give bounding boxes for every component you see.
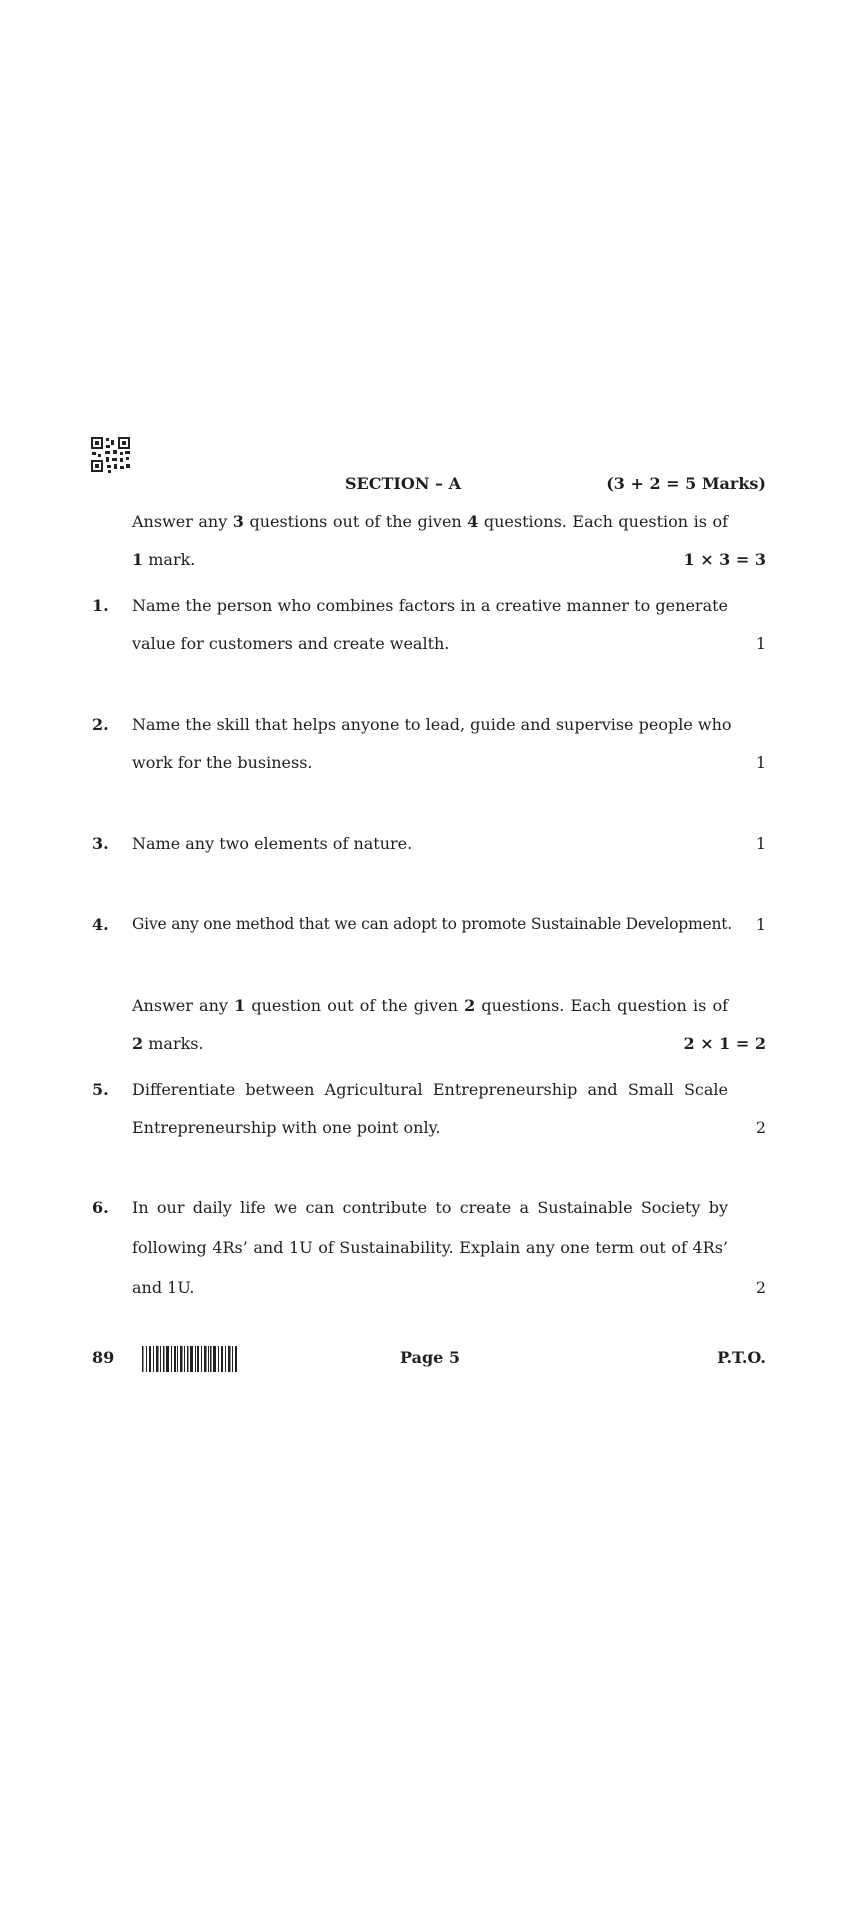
question-6-number: 6. (92, 1198, 109, 1217)
question-1-marks: 1 (755, 634, 766, 653)
question-6-marks: 2 (755, 1278, 766, 1297)
question-6-line-3: and 1U. (132, 1278, 195, 1297)
instruction-1-marks: 1 × 3 = 3 (683, 550, 766, 569)
question-5-number: 5. (92, 1080, 109, 1099)
question-2-line-2: work for the business. (132, 753, 313, 772)
question-4-line-1: Give any one method that we can adopt to promote Sustainable Development. (132, 915, 733, 933)
instruction-2-line-1: Answer any 1 question out of the given 2 questions. Each question is of (132, 996, 729, 1015)
question-3-marks: 1 (755, 834, 766, 853)
instruction-1-line-1: Answer any 3 questions out of the given 4 questions. Each question is of (132, 512, 729, 531)
question-6-line-2: following 4Rs’ and 1U of Sustainability. Explain any one term out of 4Rs’ (132, 1238, 728, 1257)
instruction-2-marks: 2 × 1 = 2 (683, 1034, 766, 1053)
footer-page-number: Page 5 (400, 1348, 461, 1367)
question-5-marks: 2 (755, 1118, 766, 1137)
barcode (142, 1346, 238, 1372)
question-4-number: 4. (92, 915, 109, 934)
qr-code (90, 436, 132, 474)
instruction-2-line-2: 2 marks. (132, 1034, 204, 1053)
question-3-line-1: Name any two elements of nature. (132, 834, 413, 853)
question-5-line-2: Entrepreneurship with one point only. (132, 1118, 441, 1137)
instruction-1-line-2: 1 mark. (132, 550, 196, 569)
section-marks: (3 + 2 = 5 Marks) (606, 474, 766, 493)
question-6-line-1: In our daily life we can contribute to create a Sustainable Society by (132, 1198, 728, 1217)
footer-pto: P.T.O. (717, 1348, 766, 1367)
question-1-line-1: Name the person who combines factors in a creative manner to generate (132, 596, 728, 615)
footer-paper-code: 89 (92, 1348, 115, 1367)
question-4-marks: 1 (755, 915, 766, 934)
question-5-line-1: Differentiate between Agricultural Entrepreneurship and Small Scale (132, 1080, 728, 1099)
question-2-line-1: Name the skill that helps anyone to lead, guide and supervise people who (132, 715, 732, 734)
question-3-number: 3. (92, 834, 109, 853)
question-1-line-2: value for customers and create wealth. (132, 634, 450, 653)
question-2-marks: 1 (755, 753, 766, 772)
section-title: SECTION – A (345, 474, 461, 493)
question-2-number: 2. (92, 715, 109, 734)
question-1-number: 1. (92, 596, 109, 615)
